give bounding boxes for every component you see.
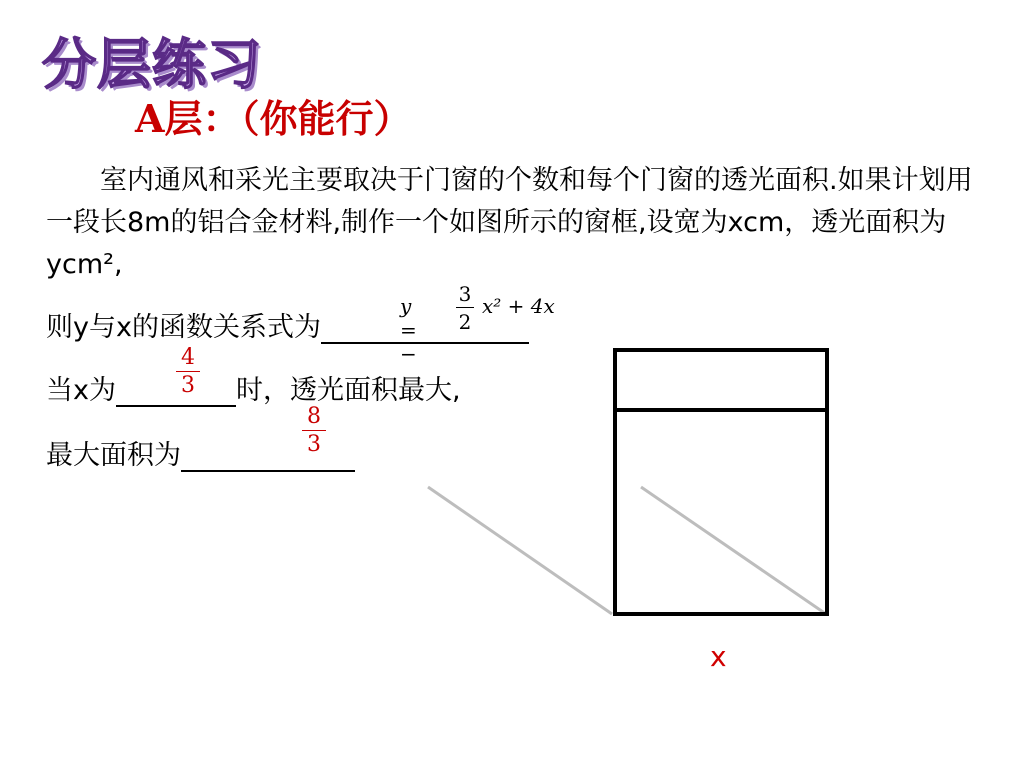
formula-rhs: x² + 4x [482,294,555,318]
page-title: 分层练习 [42,33,262,96]
perspective-line-right [641,487,826,614]
question-3-label: 最大面积为 [46,440,181,471]
section-subtitle: A层：（你能行） [135,96,412,141]
question-2-label-pre: 当x为 [46,375,116,406]
formula-lhs: y = − [400,294,417,366]
area-answer-numerator: 8 [307,404,321,429]
problem-text: 室内通风和采光主要取决于门窗的个数和每个门窗的透光面积.如果计划用一段长8m的铝合金材料,制作一个如图所示的窗框,设宽为xcm，透光面积为ycm², [46,165,973,280]
width-label: x [710,640,727,673]
perspective-line-left [428,487,612,614]
question-2-label-post: 时，透光面积最大, [235,375,461,406]
formula-denominator: 2 [458,310,472,334]
question-1-label: 则y与x的函数关系式为 [46,312,321,343]
window-frame [615,350,827,614]
formula-numerator: 3 [458,282,472,306]
x-answer-numerator: 4 [181,345,195,370]
area-answer-denominator: 3 [307,432,321,457]
x-answer-denominator: 3 [181,373,195,398]
